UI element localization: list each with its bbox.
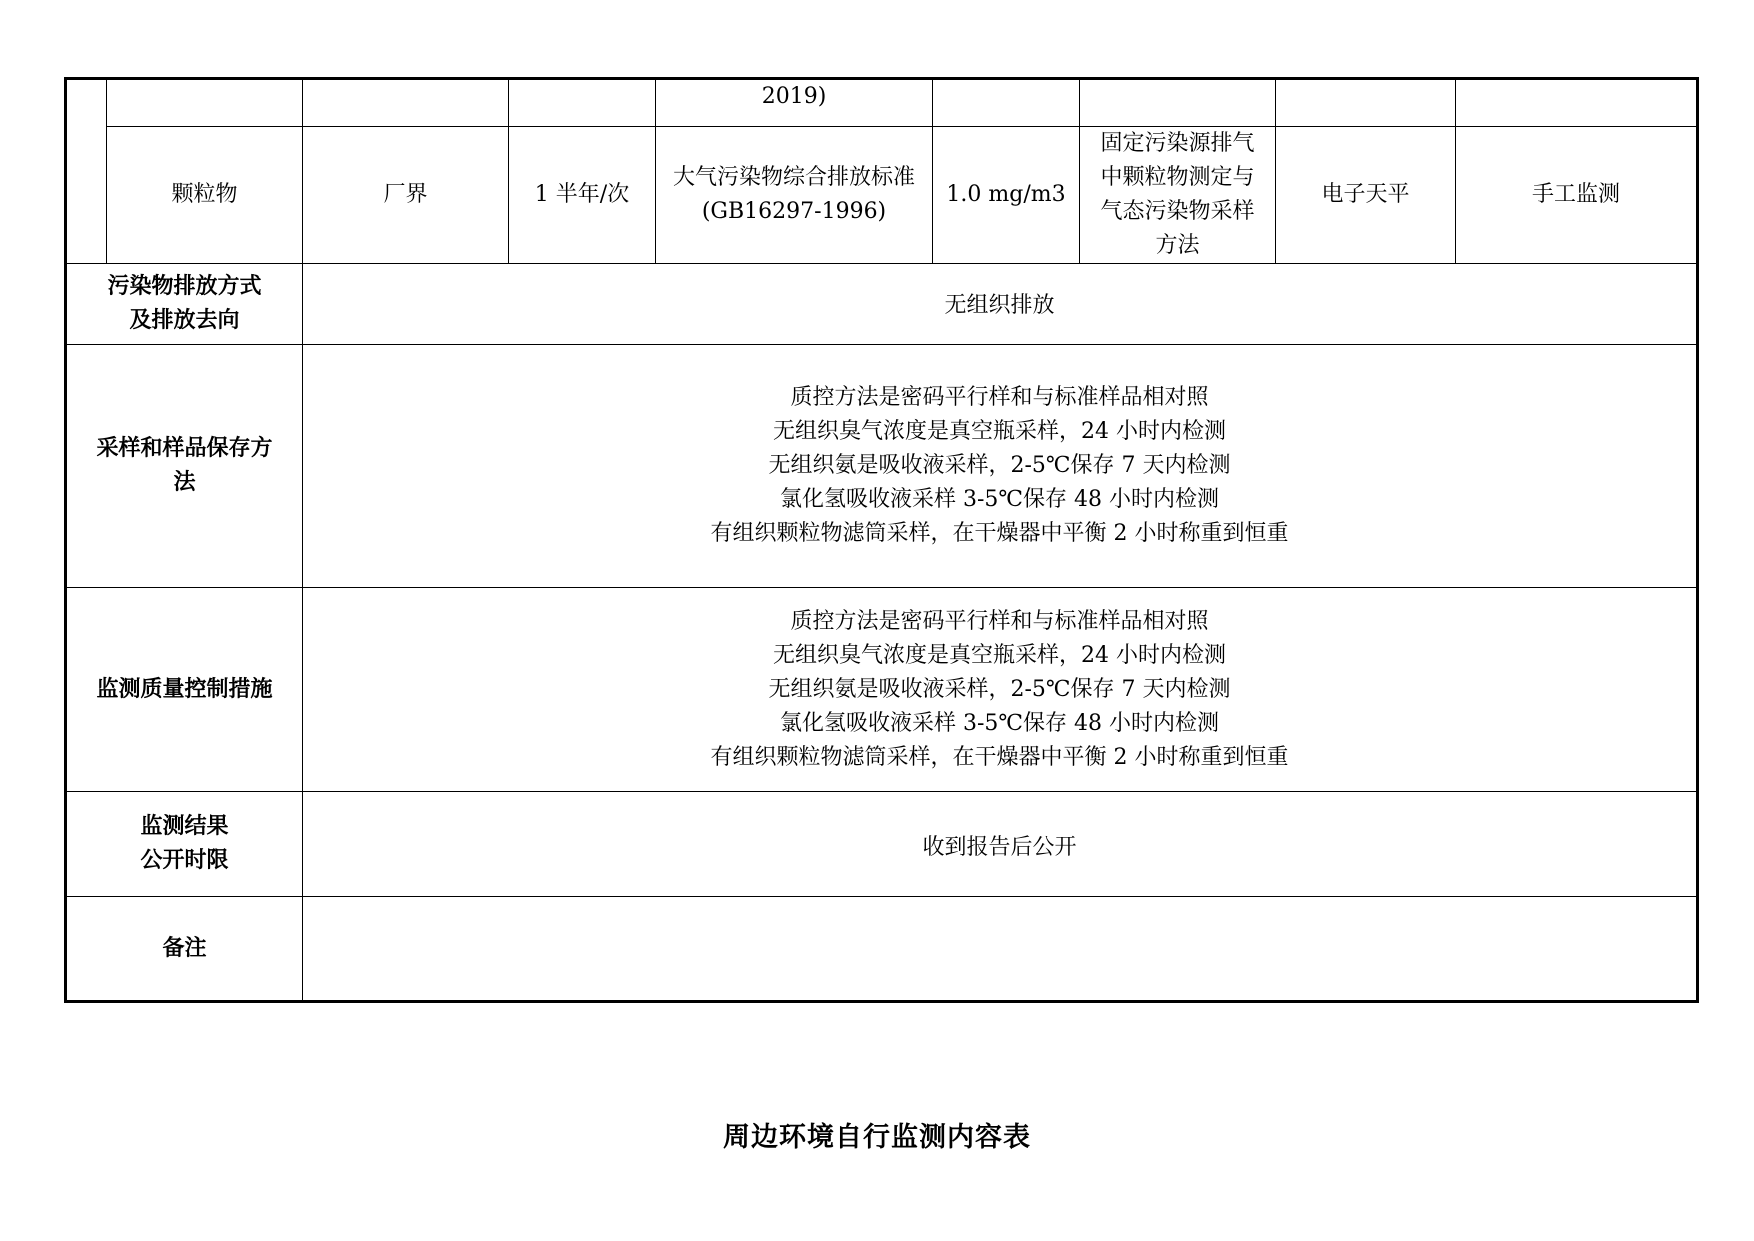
next-table-title: 周边环境自行监测内容表 [723,1122,1031,1153]
merged-left-margin-cell [66,79,107,264]
frequency-cell: 1 半年/次 [509,127,656,264]
disclosure-label: 监测结果 公开时限 [66,792,303,897]
mode-cell: 手工监测 [1456,127,1698,264]
quality-line: 氯化氢吸收液采样 3-5℃保存 48 小时内检测 [779,710,1219,736]
monitoring-table [64,77,1699,1003]
sampling-label: 采样和样品保存方 法 [66,345,303,588]
carryover-standard-cell: 2019) [656,79,933,127]
carryover-method-cell [1080,79,1276,127]
location-cell: 厂界 [303,127,509,264]
table-row-quality [66,588,1698,792]
carryover-instrument-cell [1276,79,1456,127]
instrument-cell: 电子天平 [1276,127,1456,264]
carryover-pollutant-cell [107,79,303,127]
sampling-line: 质控方法是密码平行样和与标准样品相对照 [790,385,1209,410]
discharge-value: 无组织排放 [303,264,1698,345]
table-row-disclosure [66,792,1698,897]
carryover-mode-cell [1456,79,1698,127]
discharge-label: 污染物排放方式 及排放去向 [66,264,303,345]
remarks-value [303,897,1698,1002]
sampling-line: 有组织颗粒物滤筒采样，在干燥器中平衡 2 小时称重到恒重 [710,521,1289,546]
table-row-sampling [66,345,1698,588]
sampling-line: 氯化氢吸收液采样 3-5℃保存 48 小时内检测 [779,487,1219,512]
quality-line: 有组织颗粒物滤筒采样，在干燥器中平衡 2 小时称重到恒重 [710,744,1289,770]
disclosure-value: 收到报告后公开 [303,792,1698,897]
carryover-limit-cell [933,79,1080,127]
remarks-label: 备注 [66,897,303,1002]
standard-cell: 大气污染物综合排放标准(GB16297-1996) [656,127,933,264]
carryover-frequency-cell [509,79,656,127]
limit-cell: 1.0 mg/m3 [933,127,1080,264]
quality-line: 质控方法是密码平行样和与标准样品相对照 [790,608,1209,634]
monitoring-document [64,77,1696,1003]
quality-content [303,588,1698,792]
table-row-discharge [66,264,1698,345]
quality-line: 无组织氨是吸收液采样，2-5℃保存 7 天内检测 [768,676,1231,702]
sampling-line: 无组织氨是吸收液采样，2-5℃保存 7 天内检测 [768,453,1231,478]
table-row-particulate [66,127,1698,264]
pollutant-cell: 颗粒物 [107,127,303,264]
sampling-line: 无组织臭气浓度是真空瓶采样，24 小时内检测 [773,419,1226,444]
quality-line: 无组织臭气浓度是真空瓶采样，24 小时内检测 [773,642,1226,668]
table-row-carryover [66,79,1698,127]
quality-label: 监测质量控制措施 [66,588,303,792]
method-cell: 固定污染源排气中颗粒物测定与气态污染物采样方法 [1080,127,1276,264]
table-row-remarks [66,897,1698,1002]
carryover-location-cell [303,79,509,127]
sampling-content [303,345,1698,588]
